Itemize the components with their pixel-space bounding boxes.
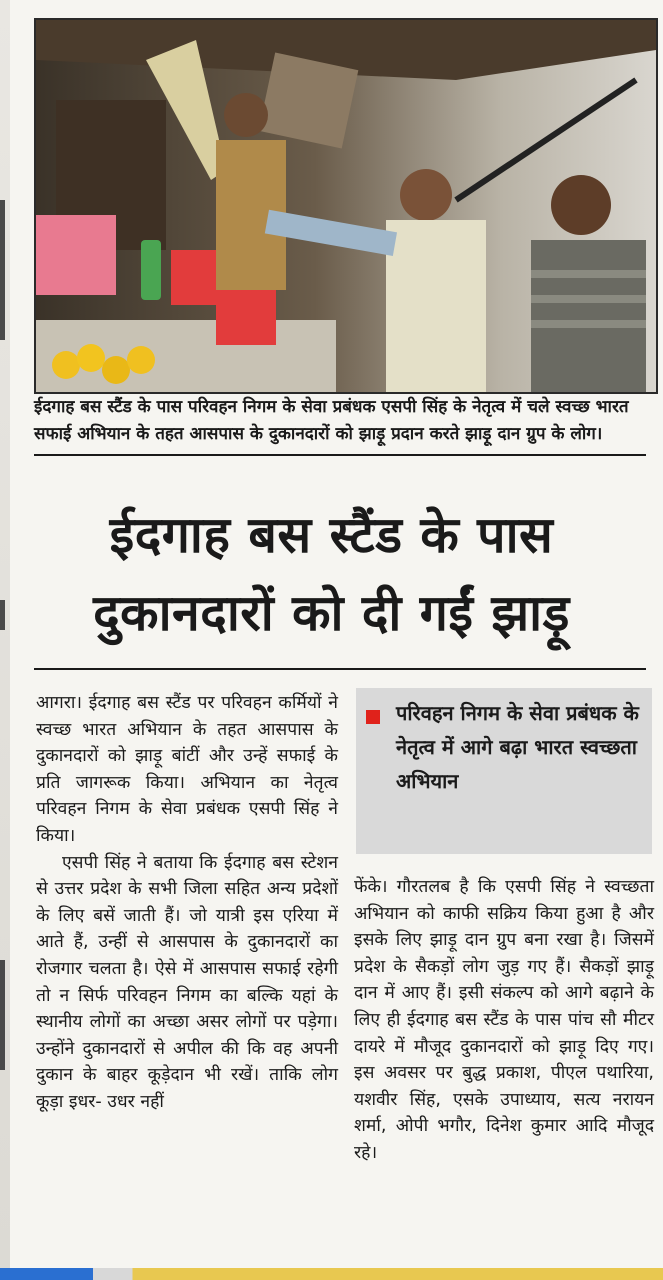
edge-mark [0, 960, 5, 1070]
headline-line-2: दुकानदारों को दी गईं झाड़ू [93, 584, 570, 642]
headline [0, 496, 663, 652]
headline-line-1: ईदगाह बस स्टैंड के पास [109, 506, 554, 564]
article-paragraph: फेंके। गौरतलब है कि एसपी सिंह ने स्वच्छता अभियान को काफी सक्रिय किया हुआ है और इसके लिए झाड़ू दान ग्रुप बना रखा है। जिसमें प्रदेश के सैकड़ों लोग जुड़ गए हैं। सैकड़ों झाड़ू दान में आए हैं। इसी संकल्प को आगे बढ़ाने के लिए ही ईदगाह बस स्टैंड के पास पांच सौ मीटर दायरे में मौजूद दुकानदारों को झाड़ू दिए गए। इस अवसर पर बुद्ध प्रकाश, पीएल पथारिया, यशवीर सिंह, एसके उपाध्याय, सत्य नरायन शर्मा, ओपी भगौर, दिनेश कुमार आदि मौजूद रहे। [354, 877, 654, 1163]
bottom-color-bar [0, 1268, 663, 1280]
highlight-box [356, 688, 652, 854]
photo-image [36, 20, 656, 392]
article-column-right [354, 874, 654, 1167]
highlight-text: परिवहन निगम के सेवा प्रबंधक के नेतृत्व में आगे बढ़ा भारत स्वच्छता अभियान [396, 701, 639, 793]
red-square-bullet-icon [366, 710, 380, 724]
article-paragraph: एसपी सिंह ने बताया कि ईदगाह बस स्टेशन से उत्तर प्रदेश के सभी जिला सहित अन्य प्रदेशों के लिए बसें जाती हैं। जो यात्री इस एरिया में आते हैं, उन्हीं से आसपास के दुकानदारों का रोजगार चलता है। ऐसे में आसपास सफाई रहेगी तो न सिर्फ परिवहन निगम का बल्कि यहां के स्थानीय लोगों का अच्छा असर लोगों पर पड़ेगा। उन्होंने दुकानदारों से अपील की कि वह अपनी दुकान के बाहर कूड़ेदान भी रखें। ताकि लोग कूड़ा इधर- उधर नहीं [36, 852, 338, 1112]
article-paragraph: आगरा। ईदगाह बस स्टैंड पर परिवहन कर्मियों ने स्वच्छ भारत अभियान के तहत आसपास के दुकानदारों को झाड़ू बांटीं और उन्हें सफाई के प्रति जागरूक किया। अभियान का नेतृत्व परिवहन निगम के सेवा प्रबंधक एसपी सिंह ने किया। [36, 693, 338, 846]
photo-caption: ईदगाह बस स्टैंड के पास परिवहन निगम के सेवा प्रबंधक एसपी सिंह के नेतृत्व में चले स्वच्छ भारत सफाई अभियान के तहत आसपास के दुकानदारों को झाड़ू प्रदान करते झाड़ू दान ग्रुप के लोग। [34, 394, 646, 456]
news-photo [34, 18, 658, 394]
article-column-left [36, 690, 338, 1116]
headline-rule [34, 668, 646, 670]
edge-mark [0, 200, 5, 340]
